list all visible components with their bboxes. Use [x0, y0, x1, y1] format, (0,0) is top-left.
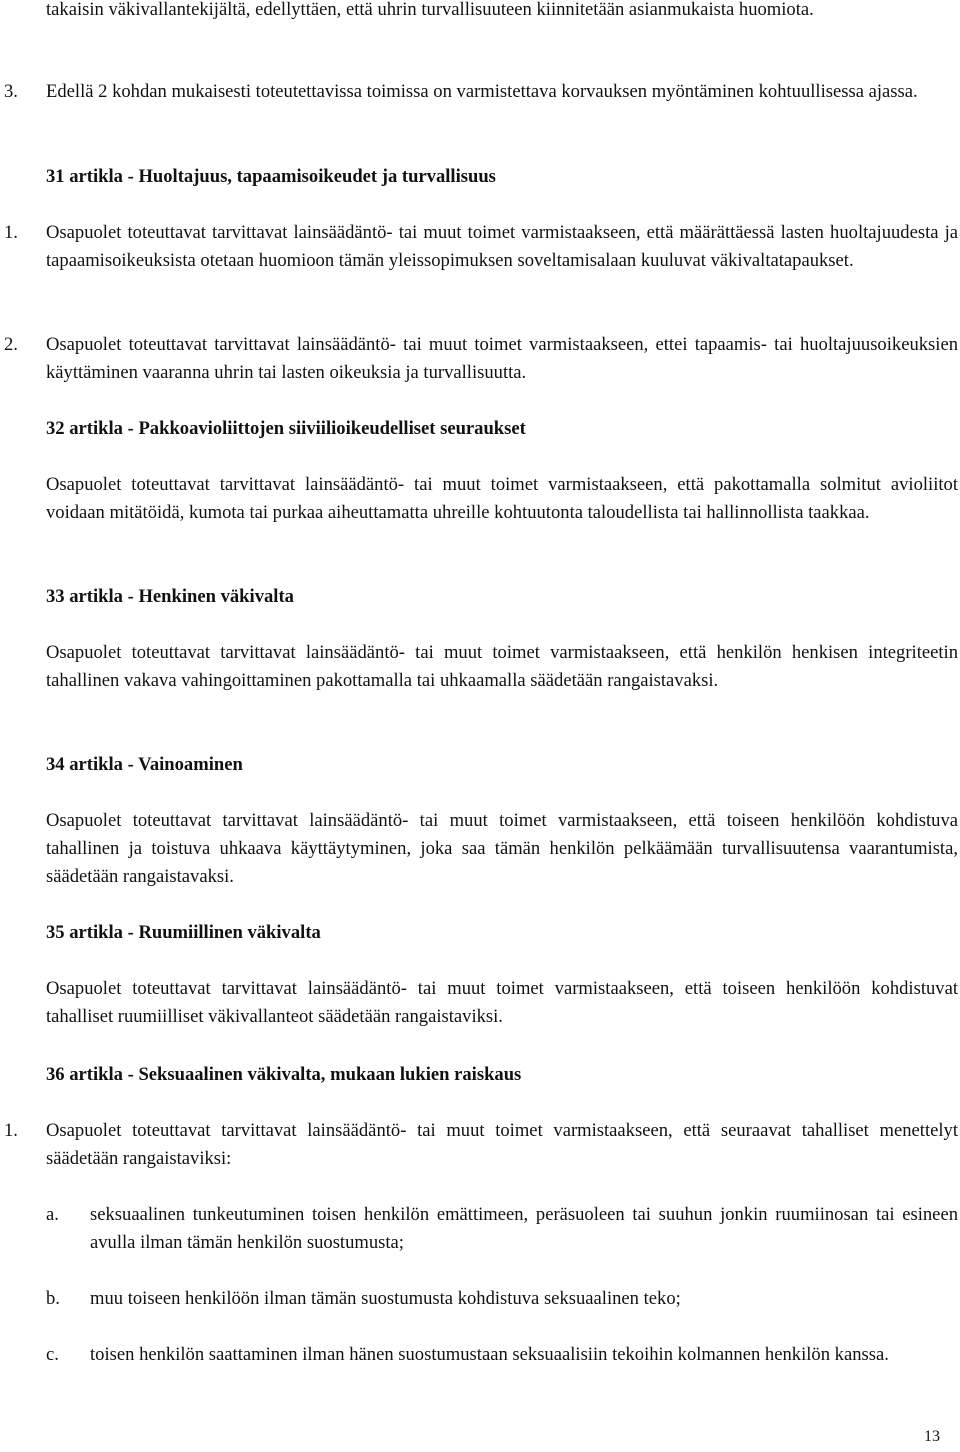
article-31-heading: 31 artikla - Huoltajuus, tapaamisoikeudet ja turvallisuus — [46, 166, 496, 187]
article-31-paragraph-1: Osapuolet toteuttavat tarvittavat lainsäädäntö- tai muut toimet varmistaakseen, että määrättäessä lasten huoltajuudesta ja tapaamisoikeuksista otetaan huomioon tämän yleissopimuksen soveltamisalaan kuuluvat väkivaltatapaukset. — [46, 222, 958, 271]
list-letter: c. — [46, 1344, 59, 1365]
paragraph-number: 1. — [4, 222, 18, 243]
list-letter: a. — [46, 1204, 59, 1225]
article-32-paragraph: Osapuolet toteuttavat tarvittavat lainsäädäntö- tai muut toimet varmistaakseen, että pakottamalla solmitut avioliitot voidaan mitätöidä, kumota tai purkaa aiheuttamatta uhreille kohtuutonta taloudellista tai hallinnollista taakkaa. — [46, 474, 958, 523]
article-34-heading: 34 artikla - Vainoaminen — [46, 754, 243, 775]
article-33-paragraph: Osapuolet toteuttavat tarvittavat lainsäädäntö- tai muut toimet varmistaakseen, että henkilön henkisen integriteetin tahallinen vakava vahingoittaminen pakottamalla tai uhkaamalla säädetään rangaistavaksi. — [46, 642, 958, 691]
list-letter: b. — [46, 1288, 60, 1309]
paragraph-number: 1. — [4, 1120, 18, 1141]
list-item-b: muu toiseen henkilöön ilman tämän suostumusta kohdistuva seksuaalinen teko; — [90, 1288, 681, 1309]
page-number: 13 — [924, 1428, 940, 1445]
item-number: 3. — [4, 81, 18, 102]
article-33-heading: 33 artikla - Henkinen väkivalta — [46, 586, 294, 607]
article-36-heading: 36 artikla - Seksuaalinen väkivalta, mukaan lukien raiskaus — [46, 1064, 522, 1085]
article-35-paragraph: Osapuolet toteuttavat tarvittavat lainsäädäntö- tai muut toimet varmistaakseen, että toiseen henkilöön kohdistuvat tahalliset ruumiilliset väkivallanteot säädetään rangaistaviksi. — [46, 978, 958, 1027]
list-item-a: seksuaalinen tunkeutuminen toisen henkilön emättimeen, peräsuoleen tai suuhun jonkin ruumiinosan tai esineen avulla ilman tämän henkilön suostumusta; — [90, 1204, 958, 1253]
item-3-text: Edellä 2 kohdan mukaisesti toteutettavissa toimissa on varmistettava korvauksen myöntäminen kohtuullisessa ajassa. — [46, 81, 918, 102]
paragraph-number: 2. — [4, 334, 18, 355]
list-item-c: toisen henkilön saattaminen ilman hänen suostumustaan seksuaalisiin tekoihin kolmannen henkilön kanssa. — [90, 1344, 889, 1365]
article-35-heading: 35 artikla - Ruumiillinen väkivalta — [46, 922, 321, 943]
continued-paragraph: takaisin väkivallantekijältä, edellyttäen, että uhrin turvallisuuteen kiinnitetään asianmukaista huomiota. — [46, 0, 814, 20]
article-32-heading: 32 artikla - Pakkoavioliittojen siiviilioikeudelliset seuraukset — [46, 418, 526, 439]
article-36-paragraph-1: Osapuolet toteuttavat tarvittavat lainsäädäntö- tai muut toimet varmistaakseen, että seuraavat tahalliset menettelyt säädetään rangaistaviksi: — [46, 1120, 958, 1169]
article-31-paragraph-2: Osapuolet toteuttavat tarvittavat lainsäädäntö- tai muut toimet varmistaakseen, ettei tapaamis- tai huoltajuusoikeuksien käyttäminen vaaranna uhrin tai lasten oikeuksia ja turvallisuutta. — [46, 334, 958, 383]
article-34-paragraph: Osapuolet toteuttavat tarvittavat lainsäädäntö- tai muut toimet varmistaakseen, että toiseen henkilöön kohdistuva tahallinen ja toistuva uhkaava käyttäytyminen, joka saa tämän henkilön pelkäämään turvallisuutensa vaarantumista, säädetään rangaistavaksi. — [46, 810, 958, 887]
